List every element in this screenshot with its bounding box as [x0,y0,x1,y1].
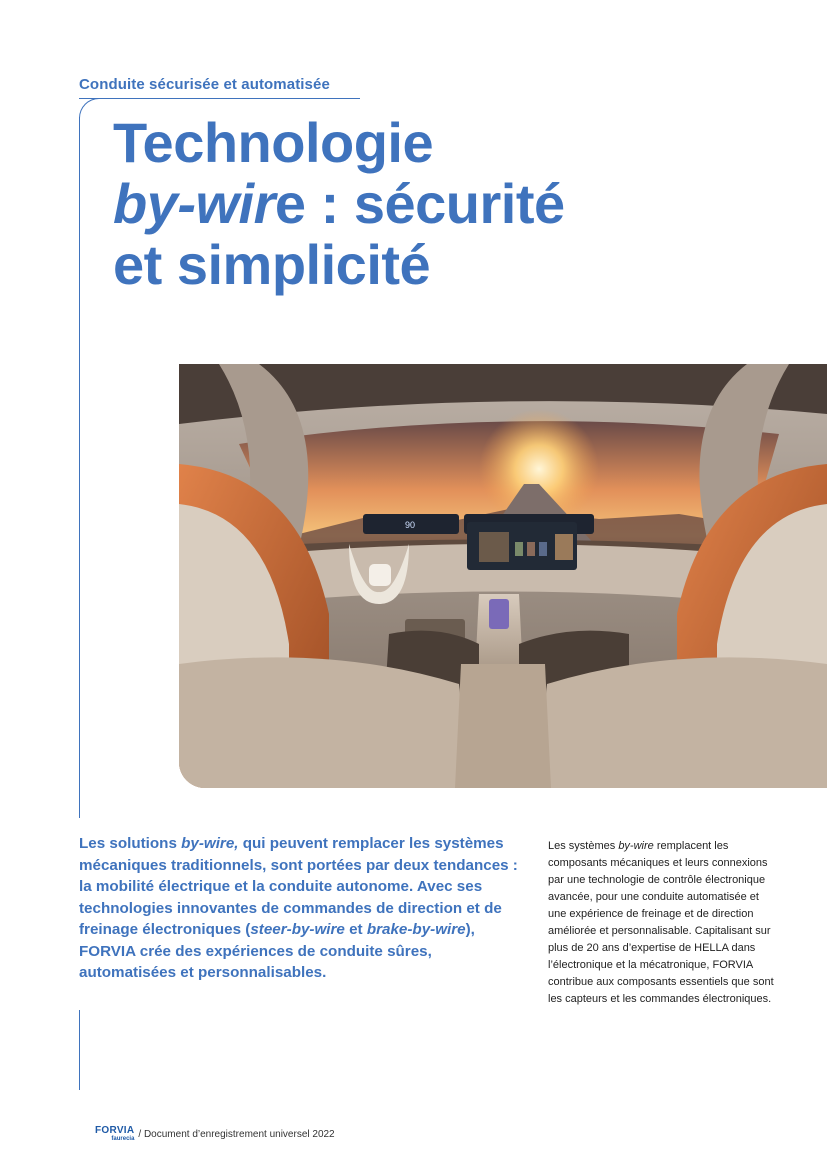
frame-line-lower [79,1010,80,1090]
title-line-2 [113,173,565,234]
title-line-2-rest: e : sécurité [274,172,565,235]
dash-speed-readout: 90 [405,520,416,530]
section-label: Conduite sécurisée et automatisée [79,76,330,93]
title-line-3: et simplicité [113,233,431,296]
logo-forvia: FORVIA [95,1125,135,1136]
lead-paragraph [79,833,519,984]
lead-text-2: qui peuvent remplacer les systèmes mécaniques traditionnels, sont portées par deux tendances : la mobilité électrique et la conduite autonome. Avec ses technologies innovantes de commandes de direction et de freinage électroniques ( [79,835,518,938]
page-footer [95,1126,335,1142]
lead-italic-3: brake-by-wire [366,921,466,938]
side-paragraph [548,838,778,1008]
forvia-logo [95,1126,134,1142]
lead-text-3: et [344,921,367,938]
frame-line-upper [79,117,80,818]
logo-faurecia: faurecia [111,1136,135,1142]
side-text-2: remplacent les composants mécaniques et leurs connexions par une technologie de contrôle électronique avancée, pour une conduite automatisée et une expérience de freinage et de direction améliorée et personnalisable. Capitalisant sur plus de 20 ans d’expertise de HELLA dans l’électronique et la mécatronique, FORVIA contribue aux composants essentiels que sont les capteurs et les commandes électroniques. [548,840,774,1005]
page-title [113,112,565,295]
car-interior-illustration [179,364,827,788]
footer-document-title: / Document d’enregistrement universel 2022 [138,1128,335,1140]
title-line-1: Technologie [113,111,434,174]
car-interior-photo [179,364,827,788]
side-text-1: Les systèmes [548,840,619,852]
lead-text-1: Les solutions [79,835,182,852]
lead-text-4: ), FORVIA crée des expériences de conduite sûres, automatisées et personnalisables. [79,921,475,981]
frame-corner [79,98,99,118]
lead-italic-2: steer-by-wire [250,921,345,938]
label-underline [79,98,360,99]
side-italic: by-wire [618,840,654,852]
lead-italic-1: by-wire, [181,835,239,852]
title-italic-term: by-wir [113,172,275,235]
